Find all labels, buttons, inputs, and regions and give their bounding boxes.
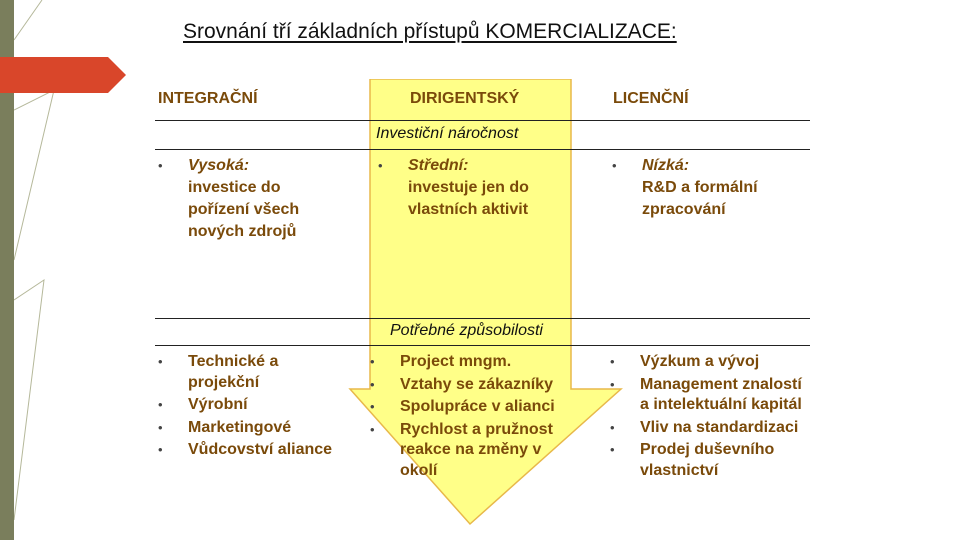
- investment-level: Střední:: [408, 157, 469, 174]
- bullet-icon: •: [370, 354, 375, 369]
- investment-level: Nízká:: [642, 157, 690, 174]
- capabilities-cell-integracni: [158, 352, 353, 463]
- column-header-integracni: INTEGRAČNÍ: [158, 90, 258, 107]
- divider-line: [155, 149, 810, 150]
- investment-desc: investuje jen do: [408, 179, 529, 196]
- capability-text: Prodej duševního vlastnictví: [640, 441, 775, 479]
- bullet-icon: •: [158, 419, 163, 435]
- capability-text: Výzkum a vývoj: [640, 353, 760, 370]
- investment-desc: investice do: [188, 179, 281, 196]
- divider-line: [155, 345, 810, 346]
- capability-text: Project mngm.: [400, 353, 512, 370]
- bullet-icon: •: [158, 354, 163, 369]
- list-item: [370, 375, 575, 396]
- bullet-icon: •: [610, 419, 615, 435]
- investment-cell-integracni: [158, 155, 358, 243]
- list-item: [610, 440, 810, 481]
- section-label-capabilities: Potřebné způsobilosti: [390, 322, 543, 339]
- investment-desc: pořízení všech: [188, 201, 300, 218]
- capability-text: Management znalostí a intelektuální kapitál: [640, 375, 802, 413]
- list-item: [158, 352, 353, 393]
- capability-text: Výrobní: [188, 396, 248, 413]
- bullet-icon: •: [158, 442, 163, 457]
- red-tab-shape: [0, 57, 126, 93]
- capability-text: Vůdcovství aliance: [188, 441, 333, 458]
- investment-cell-dirigentsky: [378, 155, 578, 221]
- list-item: [158, 155, 358, 243]
- capability-text: Spolupráce v alianci: [400, 398, 555, 415]
- column-header-licencni: LICENČNÍ: [613, 90, 689, 107]
- bullet-icon: •: [370, 421, 375, 437]
- list-item: [378, 155, 578, 221]
- bullet-icon: •: [610, 376, 615, 392]
- investment-desc: nových zdrojů: [188, 223, 297, 240]
- list-item: [158, 418, 353, 439]
- bullet-icon: •: [610, 442, 615, 457]
- list-item: [370, 352, 575, 373]
- capabilities-cell-dirigentsky: [370, 352, 575, 483]
- column-header-dirigentsky: DIRIGENTSKÝ: [410, 90, 520, 107]
- capability-text: Rychlost a pružnost reakce na změny v okolí: [400, 420, 553, 479]
- list-item: [610, 352, 810, 373]
- bullet-icon: •: [612, 158, 617, 173]
- investment-desc: R&D a formální: [642, 179, 758, 196]
- list-item: [610, 375, 810, 416]
- section-label-investment: Investiční náročnost: [376, 125, 519, 142]
- capability-text: Technické a projekční: [188, 353, 279, 391]
- divider-line: [155, 120, 810, 121]
- capability-text: Vztahy se zákazníky: [400, 375, 553, 393]
- list-item: [370, 420, 575, 482]
- list-item: [158, 395, 353, 416]
- divider-line: [155, 318, 810, 319]
- bullet-icon: •: [378, 158, 383, 173]
- list-item: [370, 397, 575, 418]
- bullet-icon: •: [158, 158, 163, 173]
- list-item: [612, 155, 812, 221]
- capabilities-cell-licencni: [610, 352, 810, 483]
- bullet-icon: •: [370, 376, 375, 392]
- bullet-icon: •: [158, 397, 163, 412]
- list-item: [158, 440, 353, 461]
- bullet-icon: •: [610, 354, 615, 369]
- investment-cell-licencni: [612, 155, 812, 221]
- capability-text: Marketingové: [188, 418, 292, 436]
- investment-desc: vlastních aktivit: [408, 201, 529, 218]
- page-title: Srovnání tří základních přístupů KOMERCIALIZACE:: [183, 20, 677, 43]
- capability-text: Vliv na standardizaci: [640, 418, 799, 436]
- investment-desc: zpracování: [642, 201, 726, 218]
- investment-level: Vysoká:: [188, 157, 250, 174]
- list-item: [610, 418, 810, 439]
- bullet-icon: •: [370, 399, 375, 414]
